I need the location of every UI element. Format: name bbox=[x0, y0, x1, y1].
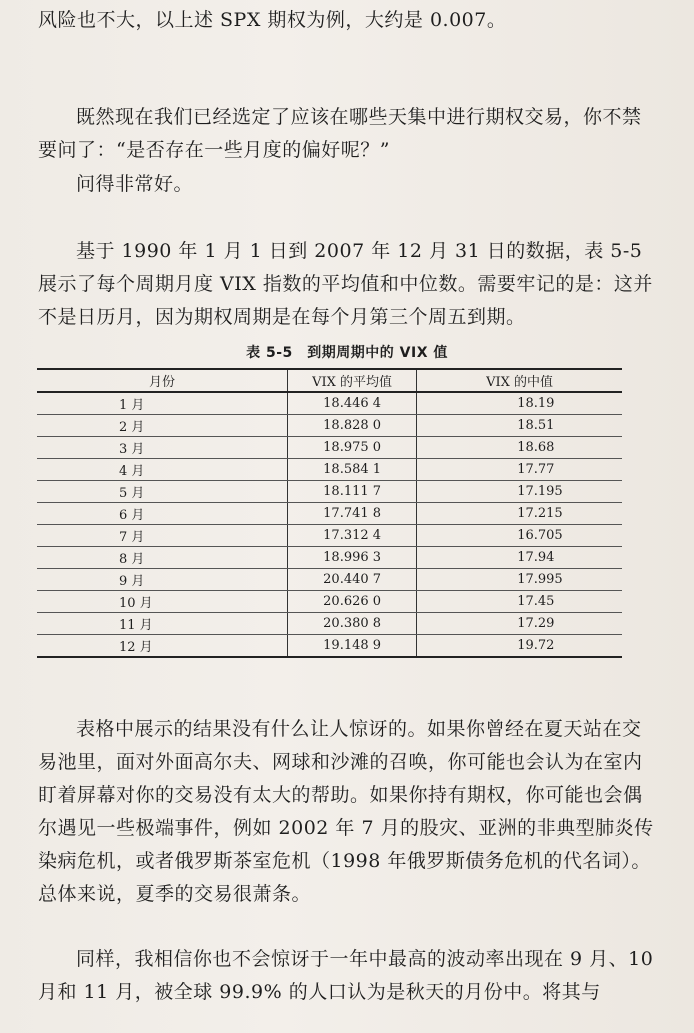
month-cell: 12 月 bbox=[37, 635, 288, 658]
table-header-row bbox=[37, 369, 622, 392]
mean-cell: 19.148 9 bbox=[288, 635, 417, 658]
header-month: 月份 bbox=[37, 369, 288, 392]
table-row bbox=[37, 547, 622, 569]
mean-cell: 20.626 0 bbox=[288, 591, 417, 613]
paragraph-risk: 风险也不大，以上述 SPX 期权为例，大约是 0.007。 bbox=[38, 9, 507, 31]
month-cell: 5 月 bbox=[37, 481, 288, 503]
vix-table bbox=[37, 368, 622, 658]
paragraph-monthly-question: 既然现在我们已经选定了应该在哪些天集中进行期权交易，你不禁要问了：“是否存在一些月度的偏好呢？” bbox=[38, 106, 642, 161]
month-cell: 10 月 bbox=[37, 591, 288, 613]
table-row bbox=[37, 635, 622, 658]
month-cell: 1 月 bbox=[37, 392, 288, 415]
paragraph-good-question: 问得非常好。 bbox=[76, 173, 194, 195]
paragraph-autumn: 同样，我相信你也不会惊讶于一年中最高的波动率出现在 9 月、10 月和 11 月，被全球 99.9% 的人口认为是秋天的月份中。将其与 bbox=[38, 948, 654, 1003]
table-row bbox=[37, 392, 622, 415]
median-cell: 16.705 bbox=[417, 525, 622, 547]
mean-cell: 18.996 3 bbox=[288, 547, 417, 569]
table-row bbox=[37, 525, 622, 547]
table-row bbox=[37, 437, 622, 459]
mean-cell: 17.312 4 bbox=[288, 525, 417, 547]
mean-cell: 18.584 1 bbox=[288, 459, 417, 481]
header-mean: VIX 的平均值 bbox=[288, 369, 417, 392]
mean-cell: 18.975 0 bbox=[288, 437, 417, 459]
table-row bbox=[37, 481, 622, 503]
table-body bbox=[37, 392, 622, 657]
month-cell: 8 月 bbox=[37, 547, 288, 569]
table-row bbox=[37, 591, 622, 613]
median-cell: 17.94 bbox=[417, 547, 622, 569]
month-cell: 3 月 bbox=[37, 437, 288, 459]
month-cell: 7 月 bbox=[37, 525, 288, 547]
median-cell: 19.72 bbox=[417, 635, 622, 658]
median-cell: 18.19 bbox=[417, 392, 622, 415]
median-cell: 17.77 bbox=[417, 459, 622, 481]
month-cell: 4 月 bbox=[37, 459, 288, 481]
mean-cell: 18.111 7 bbox=[288, 481, 417, 503]
paragraph-data-description: 基于 1990 年 1 月 1 日到 2007 年 12 月 31 日的数据，表 5-5 展示了每个周期月度 VIX 指数的平均值和中位数。需要牢记的是：这并不是日历月，因为期权周期是在每个月第三个周五到期。 bbox=[38, 240, 653, 328]
header-median: VIX 的中值 bbox=[417, 369, 622, 392]
table-row bbox=[37, 415, 622, 437]
mean-cell: 20.380 8 bbox=[288, 613, 417, 635]
table-row bbox=[37, 569, 622, 591]
median-cell: 17.995 bbox=[417, 569, 622, 591]
median-cell: 17.195 bbox=[417, 481, 622, 503]
table-row bbox=[37, 459, 622, 481]
month-cell: 2 月 bbox=[37, 415, 288, 437]
mean-cell: 18.828 0 bbox=[288, 415, 417, 437]
median-cell: 17.215 bbox=[417, 503, 622, 525]
month-cell: 6 月 bbox=[37, 503, 288, 525]
paragraph-results: 表格中展示的结果没有什么让人惊讶的。如果你曾经在夏天站在交易池里，面对外面高尔夫、网球和沙滩的召唤，你可能也会认为在室内盯着屏幕对你的交易没有太大的帮助。如果你持有期权，你可能也会偶尔遇见一些极端事件，例如 2002 年 7 月的股灾、亚洲的非典型肺炎传染病危机，或者俄罗斯茶室危机（1998 年俄罗斯债务危机的代名词）。总体来说，夏季的交易很萧条。 bbox=[38, 718, 654, 905]
mean-cell: 17.741 8 bbox=[288, 503, 417, 525]
median-cell: 17.45 bbox=[417, 591, 622, 613]
median-cell: 18.51 bbox=[417, 415, 622, 437]
median-cell: 18.68 bbox=[417, 437, 622, 459]
table-row bbox=[37, 503, 622, 525]
table-caption: 表 5-5 到期周期中的 VIX 值 bbox=[246, 345, 448, 361]
median-cell: 17.29 bbox=[417, 613, 622, 635]
table-row bbox=[37, 613, 622, 635]
mean-cell: 18.446 4 bbox=[288, 392, 417, 415]
month-cell: 11 月 bbox=[37, 613, 288, 635]
mean-cell: 20.440 7 bbox=[288, 569, 417, 591]
month-cell: 9 月 bbox=[37, 569, 288, 591]
